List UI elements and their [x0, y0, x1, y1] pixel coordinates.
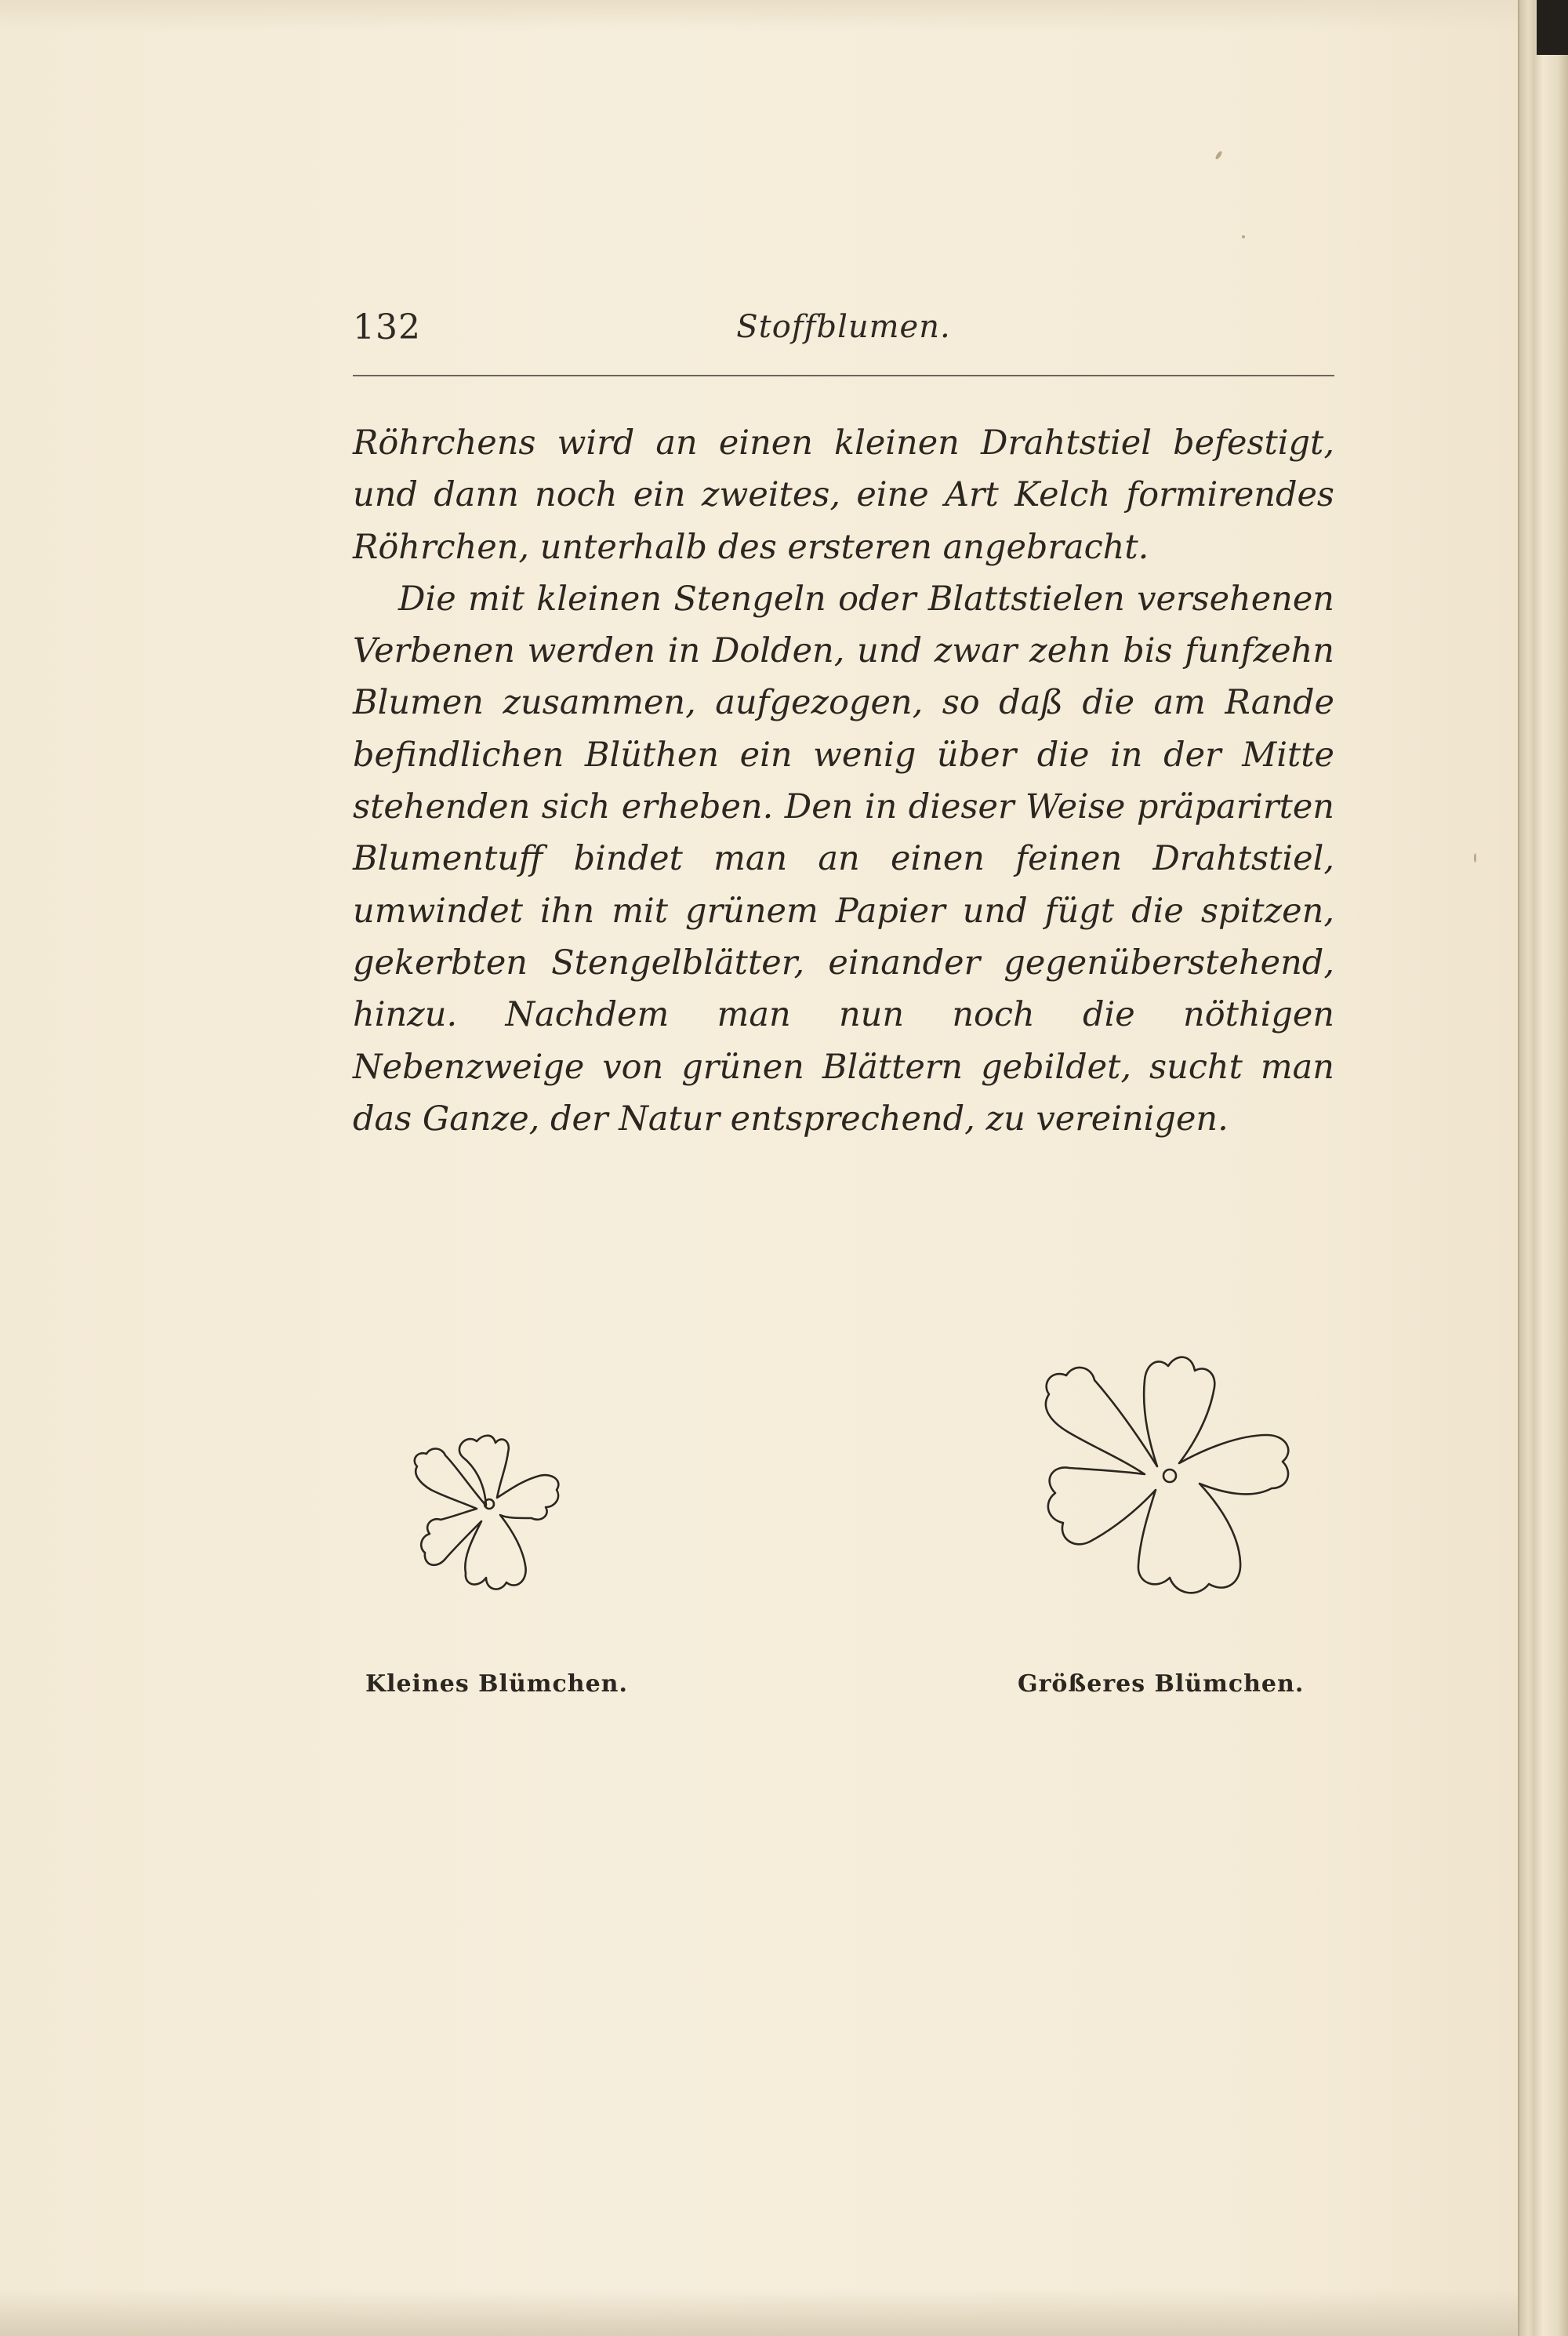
small-flower-illustration — [368, 1380, 604, 1615]
page-top-edge — [0, 0, 1519, 31]
small-flower-caption: Kleines Blümchen. — [365, 1670, 628, 1698]
paper-speck — [1474, 853, 1476, 863]
large-flower-caption: Größeres Blümchen. — [1018, 1670, 1305, 1698]
background-corner — [1537, 0, 1568, 55]
page-bottom-shadow — [0, 2289, 1519, 2336]
running-header — [353, 307, 1334, 356]
page-binding-edge — [1518, 0, 1568, 2336]
running-title: Stoffblumen. — [736, 309, 951, 345]
large-flower-illustration — [1004, 1317, 1317, 1631]
header-rule — [353, 375, 1334, 376]
paper-speck — [1214, 151, 1223, 161]
paragraph-continuation: Röhrchens wird an einen kleinen Drahtstiel befestigt, und dann noch ein zweites, eine Art Kelch formirendes Röhrchen, unterhalb des ersteren angebracht. — [353, 423, 1334, 567]
paper-speck — [1242, 235, 1245, 238]
body-text — [353, 417, 1334, 1145]
page-number: 132 — [353, 307, 421, 347]
paragraph-verbenen: Die mit kleinen Stengeln oder Blattstielen versehenen Verbenen werden in Dolden, und zwar zehn bis funfzehn Blumen zusammen, aufgezogen, so daß die am Rande befindlichen Blüthen ein wenig über die in der Mitte stehenden sich erheben. Den in dieser Weise präparirten Blumentuff bindet man an einen feinen Drahtstiel, umwindet ihn mit grünem Papier und fügt die spitzen, gekerbten Stengelblätter, einander gegenüberstehend, hinzu. Nachdem man nun noch die nöthigen Nebenzweige von grünen Blättern gebildet, sucht man das Ganze, der Natur entsprechend, zu vereinigen. — [353, 579, 1334, 1139]
